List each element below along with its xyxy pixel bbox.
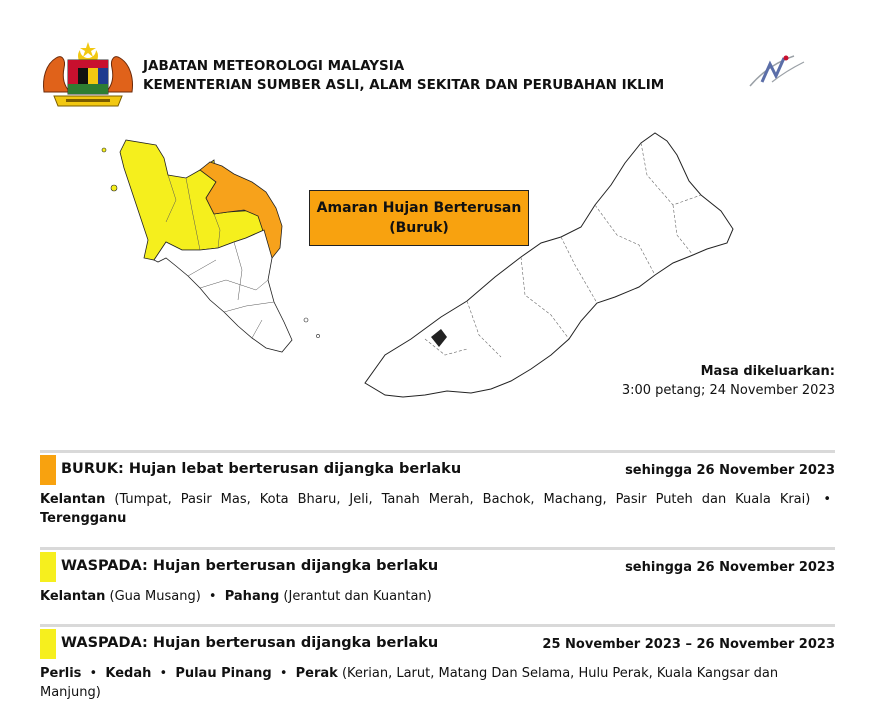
warning-section-waspada-2 — [40, 624, 835, 702]
affected-areas — [40, 490, 835, 528]
warning-level-box — [309, 190, 529, 246]
warning-until-date: sehingga 26 November 2023 — [625, 463, 835, 478]
district-list: (Kerian, Larut, Matang Dan Selama, Hulu Perak, Kuala Kangsar dan Manjung) — [40, 666, 779, 700]
district-list: (Jerantut dan Kuantan) — [283, 589, 432, 604]
divider — [40, 547, 835, 550]
issued-label: Masa dikeluarkan: — [700, 364, 835, 379]
divider — [40, 450, 835, 453]
bullet-separator: • — [89, 666, 98, 681]
org-name-line2: KEMENTERIAN SUMBER ASLI, ALAM SEKITAR DAN PERUBAHAN IKLIM — [143, 77, 665, 93]
state-name: Terengganu — [40, 511, 127, 526]
header-org-text — [143, 57, 664, 95]
bullet-separator: • — [823, 492, 831, 507]
peninsular-malaysia-map — [96, 130, 336, 360]
district-list: (Tumpat, Pasir Mas, Kota Bharu, Jeli, Tanah Merah, Bachok, Machang, Pasir Puteh dan Kuala Krai) — [114, 492, 811, 507]
bullet-separator: • — [208, 589, 217, 604]
warning-until-date: 25 November 2023 – 26 November 2023 — [542, 637, 835, 652]
state-name: Perak — [295, 666, 338, 681]
waspada-color-swatch — [40, 552, 56, 582]
warning-section-buruk — [40, 450, 835, 528]
warning-until-date: sehingga 26 November 2023 — [625, 560, 835, 575]
warning-level-text: BURUK: Hujan lebat berterusan dijangka berlaku — [61, 461, 462, 477]
bullet-separator: • — [279, 666, 288, 681]
org-name-line1: JABATAN METEOROLOGI MALAYSIA — [143, 58, 405, 74]
bullet-separator: • — [159, 666, 168, 681]
state-name: Pulau Pinang — [175, 666, 272, 681]
waspada-color-swatch — [40, 629, 56, 659]
malaysia-coat-of-arms-logo — [40, 40, 136, 110]
warning-box-title: Amaran Hujan Berterusan — [316, 200, 522, 216]
district-list: (Gua Musang) — [109, 589, 201, 604]
divider — [40, 624, 835, 627]
state-name: Kelantan — [40, 492, 106, 507]
affected-areas — [40, 664, 835, 702]
issued-time — [622, 362, 835, 400]
met-malaysia-logo — [742, 52, 834, 98]
state-name: Kelantan — [40, 589, 106, 604]
warning-level-text: WASPADA: Hujan berterusan dijangka berlaku — [61, 635, 439, 651]
affected-areas — [40, 587, 835, 606]
warning-box-level: (Buruk) — [389, 220, 449, 236]
state-name: Perlis — [40, 666, 82, 681]
buruk-color-swatch — [40, 455, 56, 485]
state-name: Pahang — [224, 589, 280, 604]
warning-section-waspada-1 — [40, 547, 835, 606]
warning-level-text: WASPADA: Hujan berterusan dijangka berlaku — [61, 558, 439, 574]
state-name: Kedah — [105, 666, 152, 681]
issued-value: 3:00 petang; 24 November 2023 — [621, 383, 835, 398]
